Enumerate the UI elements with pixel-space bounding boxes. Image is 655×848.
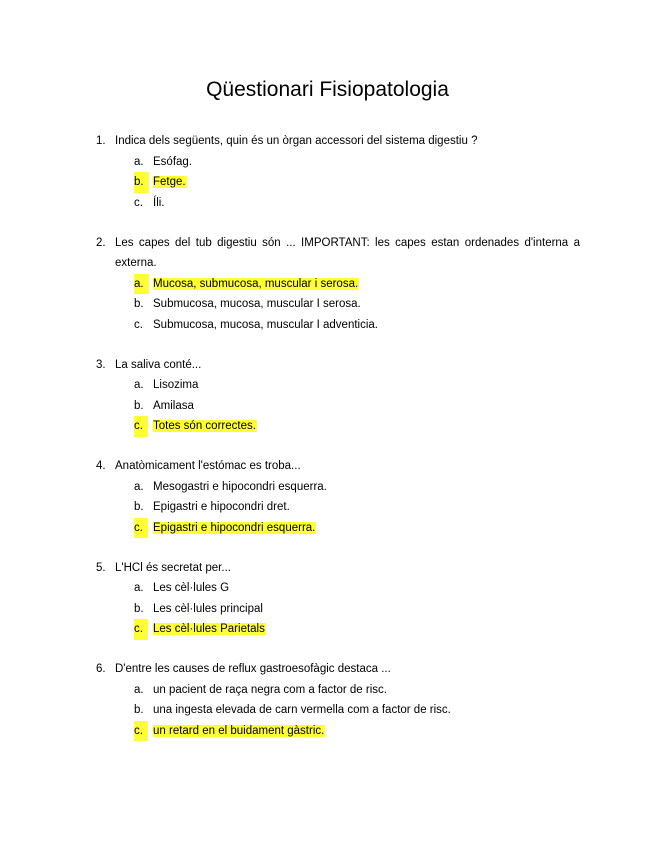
question-number: 3.: [96, 358, 106, 371]
option-b: [96, 700, 580, 721]
option-b-correct: [96, 172, 580, 193]
option-letter: a.: [134, 480, 144, 493]
option-c-correct: [96, 416, 580, 437]
question-4: [96, 456, 580, 538]
option-c-correct: [96, 619, 580, 640]
option-list: [96, 578, 580, 640]
option-letter: a.: [134, 582, 144, 594]
option-text: una ingesta elevada de carn vermella com a factor de risc.: [153, 704, 451, 716]
option-letter: b.: [134, 602, 144, 615]
question-number: 2.: [96, 236, 106, 249]
option-a: [96, 680, 580, 701]
option-letter: b.: [134, 399, 144, 412]
question-stem: [96, 131, 580, 152]
question-5: [96, 558, 580, 640]
option-text: un retard en el buidament gàstric.: [153, 724, 325, 737]
option-letter: c.: [134, 721, 148, 742]
option-text: Mucosa, submucosa, muscular i serosa.: [153, 277, 359, 290]
question-text: Les capes del tub digestiu són ... IMPORTANT: les capes estan ordenades d'interna a externa.: [115, 236, 580, 269]
option-a: [96, 375, 580, 396]
option-text: Submucosa, mucosa, muscular I serosa.: [153, 298, 361, 310]
option-text: Epigastri e hipocondri dret.: [153, 501, 290, 513]
question-number: 6.: [96, 663, 106, 675]
question-text: Indica dels següents, quin és un òrgan accessori del sistema digestiu ?: [115, 135, 478, 147]
option-a: [96, 152, 580, 173]
option-letter: c.: [134, 619, 148, 640]
question-stem: [96, 355, 580, 376]
option-b: [96, 294, 580, 315]
option-list: [96, 152, 580, 214]
option-letter: a.: [134, 379, 144, 391]
option-text: Amilasa: [153, 399, 194, 412]
option-text: Mesogastri e hipocondri esquerra.: [153, 480, 327, 493]
option-text: Fetge.: [153, 176, 186, 188]
option-letter: c.: [134, 518, 148, 539]
option-c: [96, 193, 580, 214]
option-letter: b.: [134, 704, 144, 716]
option-text: Íli.: [153, 196, 165, 209]
option-text: Submucosa, mucosa, muscular I adventicia.: [153, 318, 378, 331]
question-text: Anatòmicament l'estómac es troba...: [115, 460, 301, 472]
option-b: [96, 396, 580, 417]
question-text: La saliva conté...: [115, 358, 202, 371]
question-stem: [96, 558, 580, 579]
option-letter: a.: [134, 274, 149, 295]
page-title: Qüestionari Fisiopatologia: [206, 78, 449, 101]
option-list: [96, 680, 580, 742]
option-a: [96, 578, 580, 599]
option-b: [96, 497, 580, 518]
option-a: [96, 477, 580, 498]
option-text: un pacient de raça negra com a factor de risc.: [153, 683, 387, 696]
question-list: [96, 131, 580, 761]
question-text: L'HCl és secretat per...: [115, 561, 231, 574]
question-number: 1.: [96, 135, 106, 147]
option-c-correct: [96, 518, 580, 539]
option-text: Lisozima: [153, 379, 199, 391]
question-3: [96, 355, 580, 437]
option-letter: c.: [134, 196, 143, 209]
option-letter: a.: [134, 155, 144, 168]
option-letter: b.: [134, 501, 144, 513]
option-list: [96, 274, 580, 336]
question-6: [96, 659, 580, 741]
question-stem: [96, 456, 580, 477]
question-1: [96, 131, 580, 213]
option-b: [96, 599, 580, 620]
question-2: [96, 233, 580, 336]
question-number: 5.: [96, 561, 106, 574]
option-letter: c.: [134, 416, 148, 437]
option-text: Les cèl·lules principal: [153, 602, 263, 615]
option-text: Les cèl·lules Parietals: [153, 623, 265, 635]
option-letter: a.: [134, 683, 144, 696]
question-text: D'entre les causes de reflux gastroesofàgic destaca ...: [115, 663, 391, 675]
option-letter: b.: [134, 298, 144, 310]
option-c: [96, 315, 580, 336]
option-text: Epigastri e hipocondri esquerra.: [153, 521, 316, 534]
option-letter: c.: [134, 318, 143, 331]
question-stem: [96, 233, 580, 274]
option-list: [96, 477, 580, 539]
question-stem: [96, 659, 580, 680]
option-letter: b.: [134, 172, 149, 193]
option-text: Totes són correctes.: [153, 420, 256, 432]
option-list: [96, 375, 580, 437]
option-text: Esófag.: [153, 155, 192, 168]
option-c-correct: [96, 721, 580, 742]
question-number: 4.: [96, 460, 106, 472]
option-a-correct: [96, 274, 580, 295]
option-text: Les cèl·lules G: [153, 582, 230, 594]
